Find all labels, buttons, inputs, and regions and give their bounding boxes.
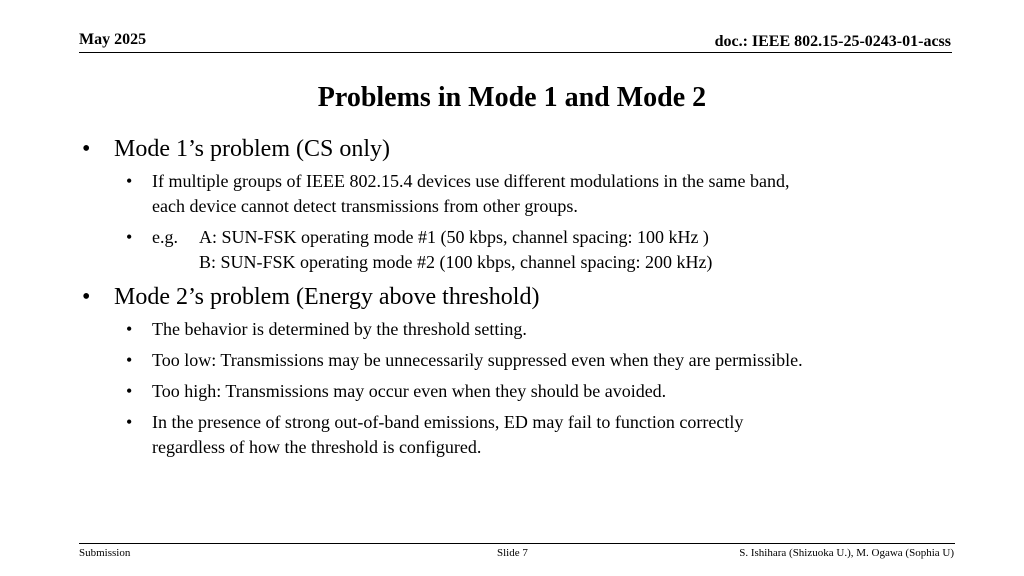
sub-bullet-mode1-example [126, 225, 962, 275]
header-date: May 2025 [79, 31, 147, 48]
sub-bullet-text-line: If multiple groups of IEEE 802.15.4 devices use different modulations in the same band, [152, 171, 790, 191]
bullet-glyph: • [126, 350, 133, 370]
mode1-heading: Mode 1’s problem (CS only) [114, 136, 390, 162]
example-label: e.g. [152, 227, 178, 247]
example-line-a: A: SUN-FSK operating mode #1 (50 kbps, channel spacing: 100 kHz ) [199, 227, 709, 247]
footer-submission: Submission [79, 547, 131, 559]
bullet-glyph: • [82, 284, 91, 310]
sub-bullet-mode2-behavior [126, 317, 962, 342]
header-divider [79, 52, 952, 53]
bullet-glyph: • [126, 227, 133, 247]
sub-bullet-mode2-too-high [126, 379, 962, 404]
bullet-mode2-problem [82, 281, 962, 313]
sub-bullet-text: Too low: Transmissions may be unnecessarily suppressed even when they are permissible. [152, 350, 803, 370]
bullet-mode1-problem [82, 133, 962, 165]
sub-bullet-text-line: each device cannot detect transmissions from other groups. [152, 196, 578, 216]
slide-body [82, 133, 962, 466]
sub-bullet-text-line: regardless of how the threshold is configured. [152, 437, 482, 457]
bullet-glyph: • [126, 412, 133, 432]
sub-bullet-mode2-too-low [126, 348, 962, 373]
footer-authors: S. Ishihara (Shizuoka U.), M. Ogawa (Sophia U) [739, 547, 954, 559]
slide-title: Problems in Mode 1 and Mode 2 [317, 82, 707, 113]
footer-divider [79, 543, 955, 544]
sub-bullet-mode1-multiple-groups [126, 169, 962, 219]
header-doc-id: doc.: IEEE 802.15-25-0243-01-acss [714, 33, 951, 50]
sub-bullet-mode2-out-of-band [126, 410, 962, 460]
sub-bullet-text: Too high: Transmissions may occur even when they should be avoided. [152, 381, 667, 401]
sub-bullet-text-line: In the presence of strong out-of-band emissions, ED may fail to function correctly [152, 412, 744, 432]
sub-bullet-text: The behavior is determined by the threshold setting. [152, 319, 527, 339]
bullet-glyph: • [82, 136, 91, 162]
example-line-b: B: SUN-FSK operating mode #2 (100 kbps, channel spacing: 200 kHz) [199, 252, 713, 272]
bullet-glyph: • [126, 381, 133, 401]
footer-slide-number: Slide 7 [497, 547, 528, 559]
mode2-heading: Mode 2’s problem (Energy above threshold) [114, 284, 540, 310]
bullet-glyph: • [126, 319, 133, 339]
bullet-glyph: • [126, 171, 133, 191]
